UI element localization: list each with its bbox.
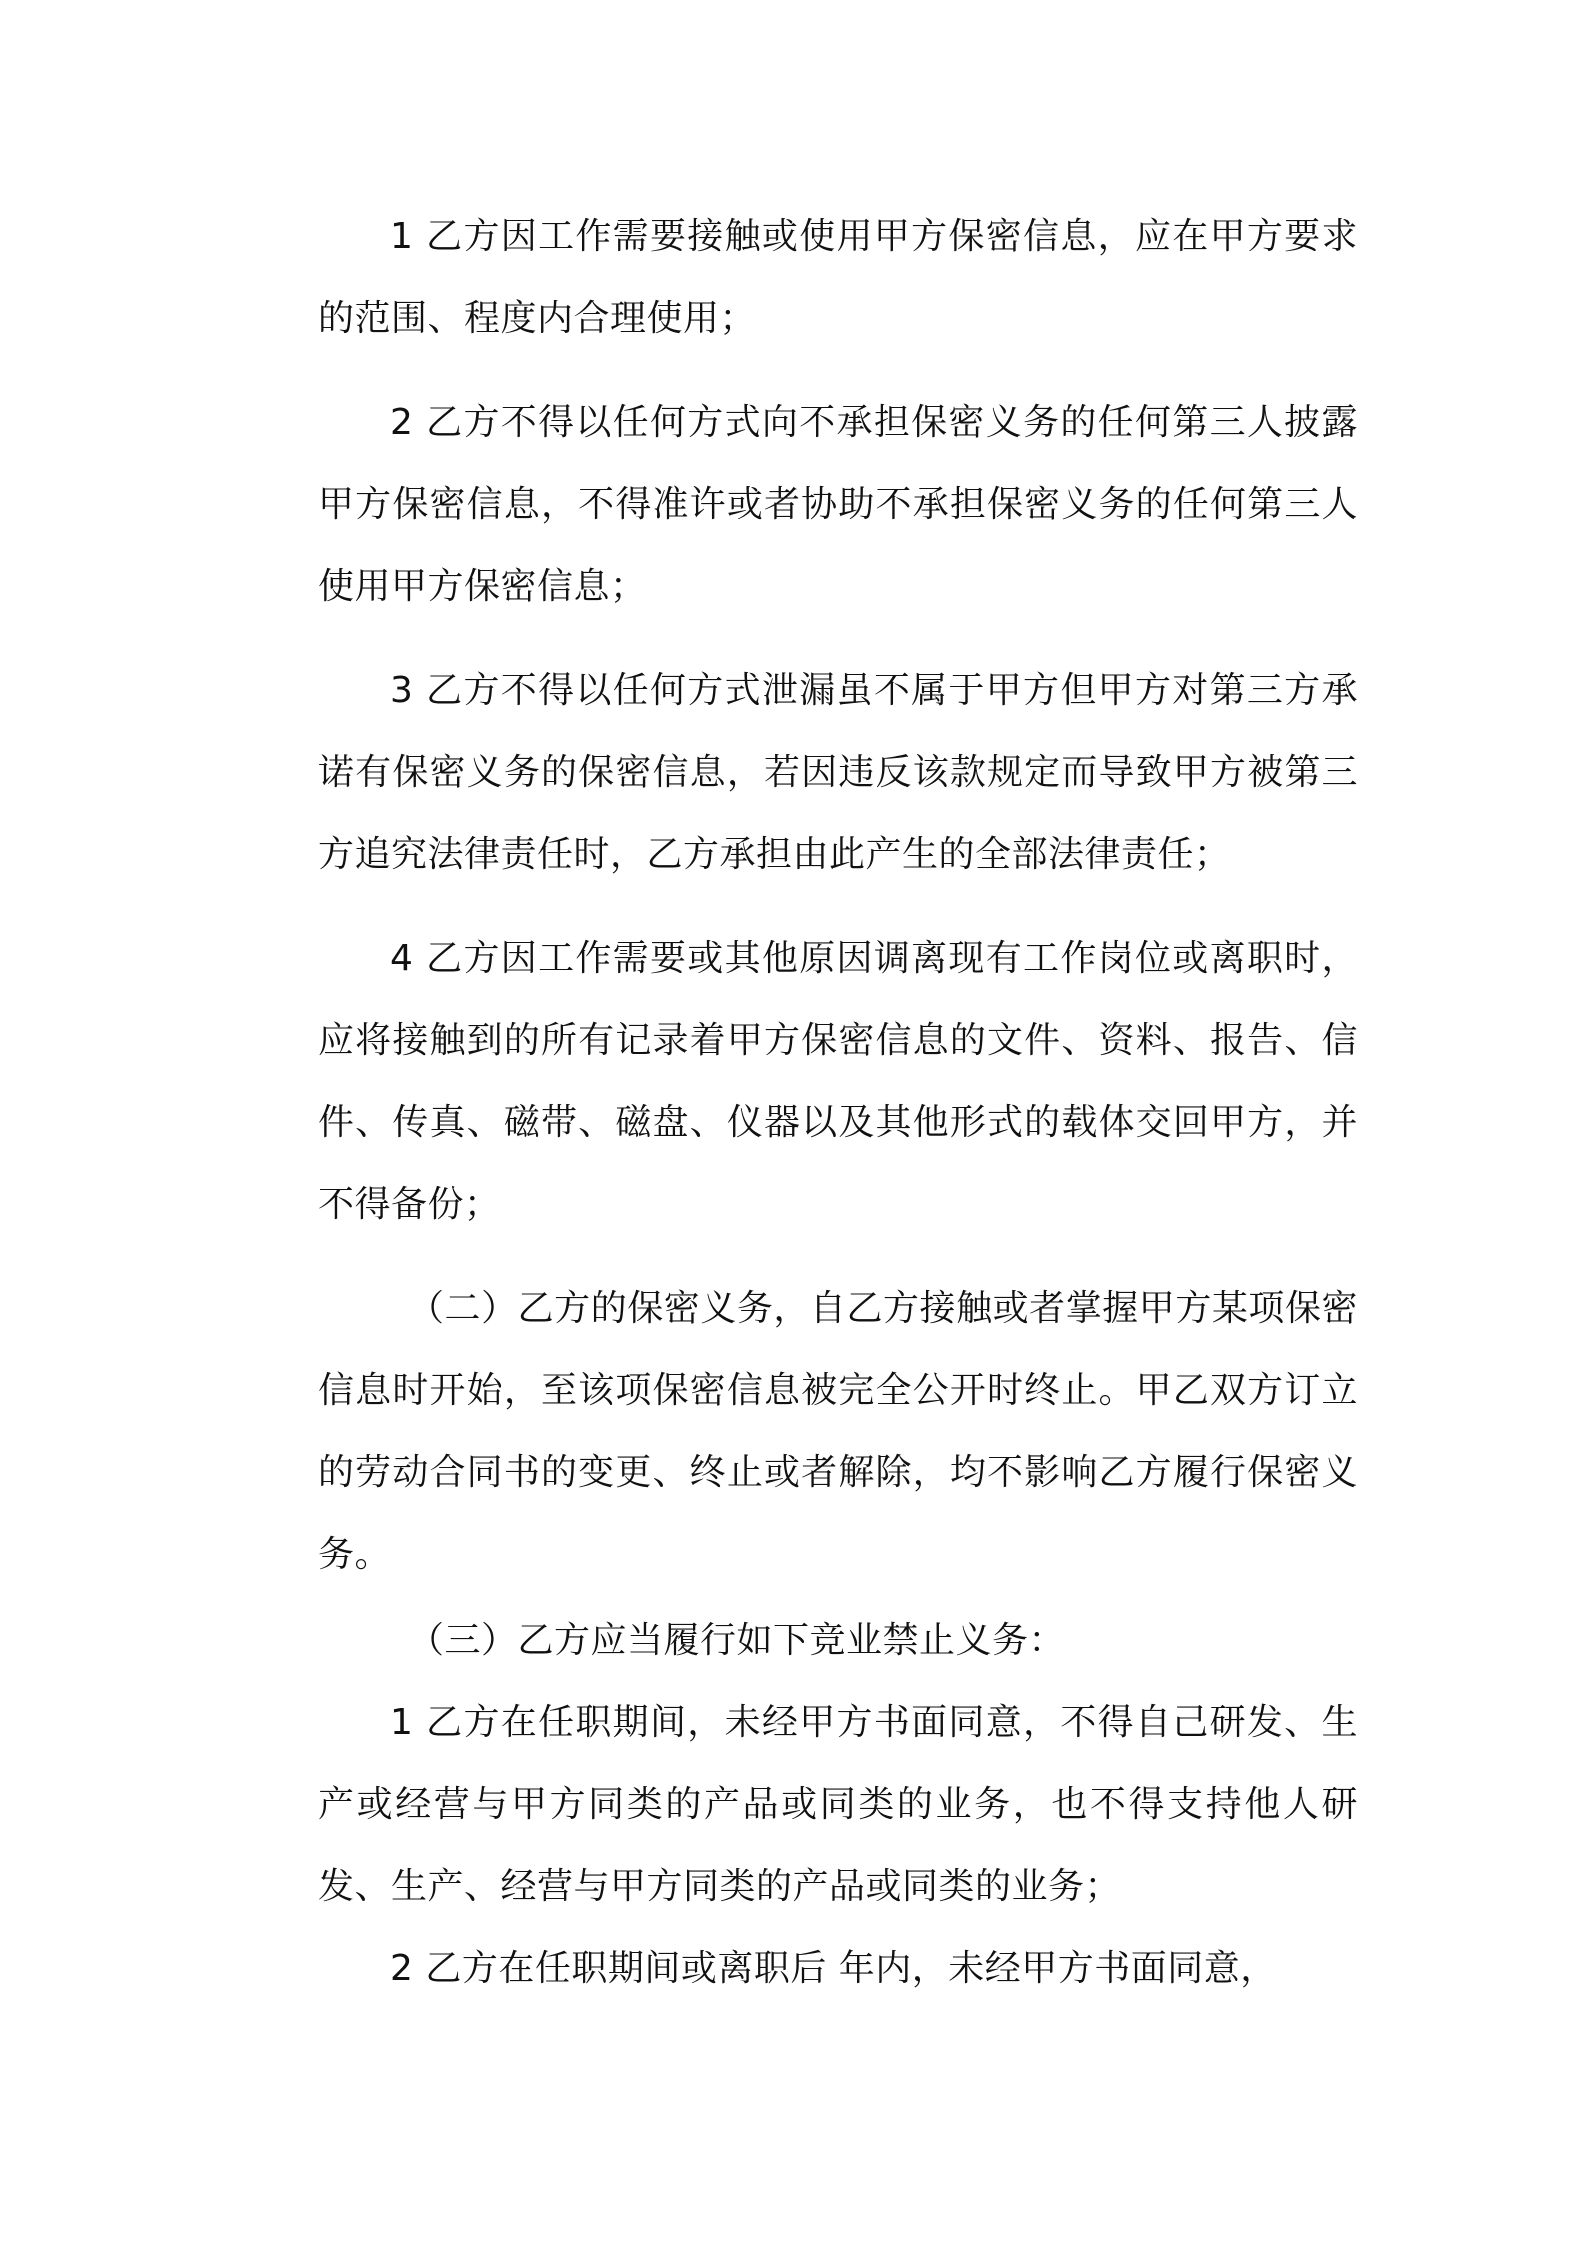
document-body [318,196,1358,2010]
noncompete-clause-2-paragraph: 2 乙方在任职期间或离职后 年内，未经甲方书面同意， [390,1948,1277,1989]
clause-4-paragraph: 4 乙方因工作需要或其他原因调离现有工作岗位或离职时，应将接触到的所有记录着甲方保密信息的文件、资料、报告、信件、传真、磁带、磁盘、仪器以及其他形式的载体交回甲方，并不得备份； [318,938,1358,1225]
noncompete-clause-1-paragraph: 1 乙方在任职期间，未经甲方书面同意，不得自己研发、生产或经营与甲方同类的产品或同类的业务，也不得支持他人研发、生产、经营与甲方同类的产品或同类的业务； [318,1702,1358,1907]
clause-3-paragraph: 3 乙方不得以任何方式泄漏虽不属于甲方但甲方对第三方承诺有保密义务的保密信息，若因违反该款规定而导致甲方被第三方追究法律责任时，乙方承担由此产生的全部法律责任； [318,670,1358,875]
section-three-heading: （三）乙方应当履行如下竞业禁止义务： [408,1620,1066,1661]
clause-2-paragraph: 2 乙方不得以任何方式向不承担保密义务的任何第三人披露甲方保密信息，不得准许或者协助不承担保密义务的任何第三人使用甲方保密信息； [318,402,1358,607]
clause-1-paragraph: 1 乙方因工作需要接触或使用甲方保密信息，应在甲方要求的范围、程度内合理使用； [318,216,1358,339]
section-two-paragraph: （二）乙方的保密义务，自乙方接触或者掌握甲方某项保密信息时开始，至该项保密信息被完全公开时终止。甲乙双方订立的劳动合同书的变更、终止或者解除，均不影响乙方履行保密义务。 [318,1288,1358,1575]
